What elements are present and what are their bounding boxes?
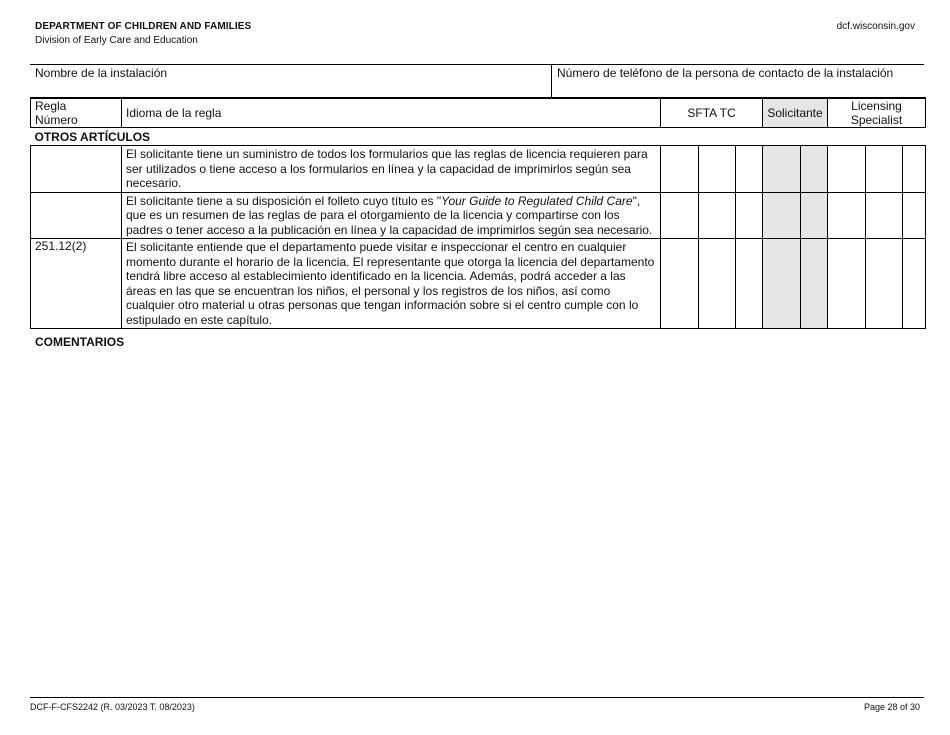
sfta-check-cell[interactable]: [661, 239, 699, 329]
table-header-row: [31, 98, 926, 128]
facility-name-label: Nombre de la instalación: [35, 66, 168, 80]
col-header-licensing-line2: Specialist: [850, 113, 903, 127]
facility-info-row: [30, 64, 924, 98]
sfta-check-cell[interactable]: [736, 192, 763, 239]
sfta-check-cell[interactable]: [699, 146, 736, 193]
licensing-check-cell[interactable]: [866, 239, 903, 329]
rule-text-cell: El solicitante tiene un suministro de todos los formularios que las reglas de licencia requieren para ser utilizados o tiene acceso a los formularios en línea y la capacidad de imprimirlos según sea necesario.: [122, 146, 661, 193]
licensing-check-cell[interactable]: [903, 192, 926, 239]
col-header-applicant: Solicitante: [763, 98, 828, 128]
applicant-check-cell[interactable]: [763, 239, 801, 329]
department-name: DEPARTMENT OF CHILDREN AND FAMILIES: [35, 21, 252, 32]
licensing-check-cell[interactable]: [866, 146, 903, 193]
applicant-check-cell[interactable]: [763, 192, 801, 239]
applicant-check-cell[interactable]: [801, 192, 828, 239]
page-number: Page 28 of 30: [863, 702, 920, 712]
col-header-licensing-line1: Licensing: [851, 99, 902, 113]
licensing-check-cell[interactable]: [828, 239, 866, 329]
licensing-check-cell[interactable]: [828, 192, 866, 239]
col-header-rule-number-line1: Regla: [35, 99, 67, 113]
rule-text-part: ", que es un resumen de las reglas de para el otorgamiento de la licencia y compartirse con los padres o tener acceso a la publicación en línea y la capacidad de imprimirlos según sea necesario.: [126, 193, 653, 237]
sfta-check-cell[interactable]: [736, 239, 763, 329]
section-title: OTROS ARTÍCULOS: [31, 128, 926, 146]
licensing-check-cell[interactable]: [828, 146, 866, 193]
comments-label: COMENTARIOS: [35, 335, 125, 349]
rule-number-cell: [31, 146, 122, 193]
col-header-rule-number: [31, 98, 122, 128]
rule-text-part: El solicitante tiene a su disposición el folleto cuyo título es ": [126, 193, 442, 208]
licensing-check-cell[interactable]: [903, 146, 926, 193]
rule-number-cell: 251.12(2): [31, 239, 122, 329]
table-row: [31, 146, 926, 193]
rules-checklist-table: [30, 97, 926, 329]
sfta-check-cell[interactable]: [736, 146, 763, 193]
table-row: [31, 192, 926, 239]
applicant-check-cell[interactable]: [801, 146, 828, 193]
col-header-licensing-specialist: [828, 98, 926, 128]
licensing-check-cell[interactable]: [866, 192, 903, 239]
form-id: DCF-F-CFS2242 (R. 03/2023 T. 08/2023): [30, 702, 195, 712]
col-header-rule-number-line2: Número: [35, 113, 78, 127]
rule-text-cell: [122, 192, 661, 239]
facility-phone-field[interactable]: [552, 65, 924, 98]
sfta-check-cell[interactable]: [661, 192, 699, 239]
col-header-sfta: SFTA TC: [661, 98, 763, 128]
sfta-check-cell[interactable]: [699, 239, 736, 329]
applicant-check-cell[interactable]: [763, 146, 801, 193]
applicant-check-cell[interactable]: [801, 239, 828, 329]
website-url: dcf.wisconsin.gov: [836, 21, 915, 32]
col-header-rule-language: Idioma de la regla: [122, 98, 661, 128]
table-row: [31, 239, 926, 329]
division-name: Division of Early Care and Education: [35, 35, 198, 46]
sfta-check-cell[interactable]: [661, 146, 699, 193]
sfta-check-cell[interactable]: [699, 192, 736, 239]
guide-title: Your Guide to Regulated Child Care: [441, 193, 633, 208]
facility-name-field[interactable]: [30, 65, 552, 98]
document-header: [35, 21, 251, 46]
facility-phone-label: Número de teléfono de la persona de contacto de la instalación: [557, 66, 894, 80]
rule-text-cell: El solicitante entiende que el departamento puede visitar e inspeccionar el centro en cualquier momento durante el horario de la licencia. El representante que otorga la licencia del departamento tendrá libre acceso al establecimiento identificado en la licencia. Además, podrá acceder a las áreas en las que se encuentran los niños, el personal y los registros de los niños, así como cualquier otro material u otras personas que tengan información sobre si el centro cumple con lo estipulado en este capítulo.: [122, 239, 661, 329]
licensing-check-cell[interactable]: [903, 239, 926, 329]
footer-divider: [30, 697, 924, 698]
rule-number-cell: [31, 192, 122, 239]
section-row: [31, 128, 926, 146]
